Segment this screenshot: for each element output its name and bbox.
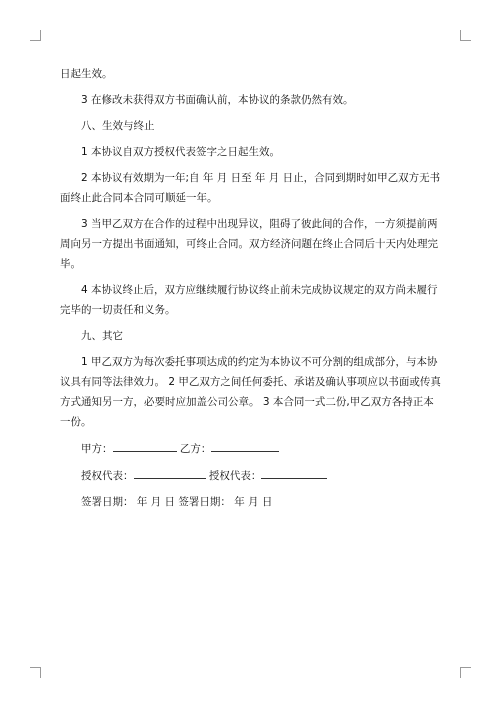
party-a-blank[interactable] bbox=[113, 438, 177, 452]
rep-b-blank[interactable] bbox=[261, 465, 327, 479]
paragraph-amendment-clause: 3 在修改未获得双方书面确认前，本协议的条款仍然有效。 bbox=[81, 94, 354, 106]
paragraph-effective-date: 1 本协议自双方授权代表签字之日起生效。 bbox=[81, 146, 281, 158]
party-signature-line bbox=[60, 438, 444, 459]
section-heading-effect-termination: 八、生效与终止 bbox=[81, 120, 155, 132]
rep-a-blank[interactable] bbox=[134, 465, 206, 479]
crop-mark-bottom-right bbox=[460, 667, 471, 678]
paragraph-termination-notice: 3 当甲乙双方在合作的过程中出现异议，阻碍了彼此间的合作，一方须提前两周向另一方提出书面通知，可终止合同。双方经济问题在终止合同后十天内处理完毕。 bbox=[60, 218, 438, 270]
paragraph-other-terms: 1 甲乙双方为每次委托事项达成的约定为本协议不可分割的组成部分，与本协议具有同等法律效力。 2 甲乙双方之间任何委托、承诺及确认事项应以书面或传真方式通知另一方，必要时应加盖公司公章。 3 本合同一式二份,甲乙双方各持正本一份。 bbox=[60, 356, 441, 428]
paragraph-post-termination: 4 本协议终止后，双方应继续履行协议终止前未完成协议规定的双方尚未履行完毕的一切责任和义务。 bbox=[60, 284, 438, 316]
rep-a-label: 授权代表： bbox=[81, 470, 134, 482]
representative-signature-line bbox=[60, 465, 444, 486]
party-b-label: 乙方： bbox=[179, 443, 212, 455]
party-b-blank[interactable] bbox=[211, 438, 279, 452]
paragraph-continuation: 日起生效。 bbox=[60, 68, 113, 80]
paragraph-validity-period: 2 本协议有效期为一年;自 年 月 日至 年 月 日止，合同到期时如甲乙双方无书面终止此合同本合同可顺延一年。 bbox=[60, 172, 441, 204]
party-a-label: 甲方： bbox=[81, 443, 113, 455]
rep-b-label: 授权代表： bbox=[208, 470, 262, 482]
section-heading-other: 九、其它 bbox=[81, 330, 123, 342]
crop-mark-top-left bbox=[30, 30, 41, 41]
document-body bbox=[60, 64, 444, 518]
crop-mark-bottom-left bbox=[30, 667, 41, 678]
signing-date-line: 签署日期： 年 月 日 签署日期： 年 月 日 bbox=[81, 496, 273, 508]
crop-mark-top-right bbox=[460, 30, 471, 41]
